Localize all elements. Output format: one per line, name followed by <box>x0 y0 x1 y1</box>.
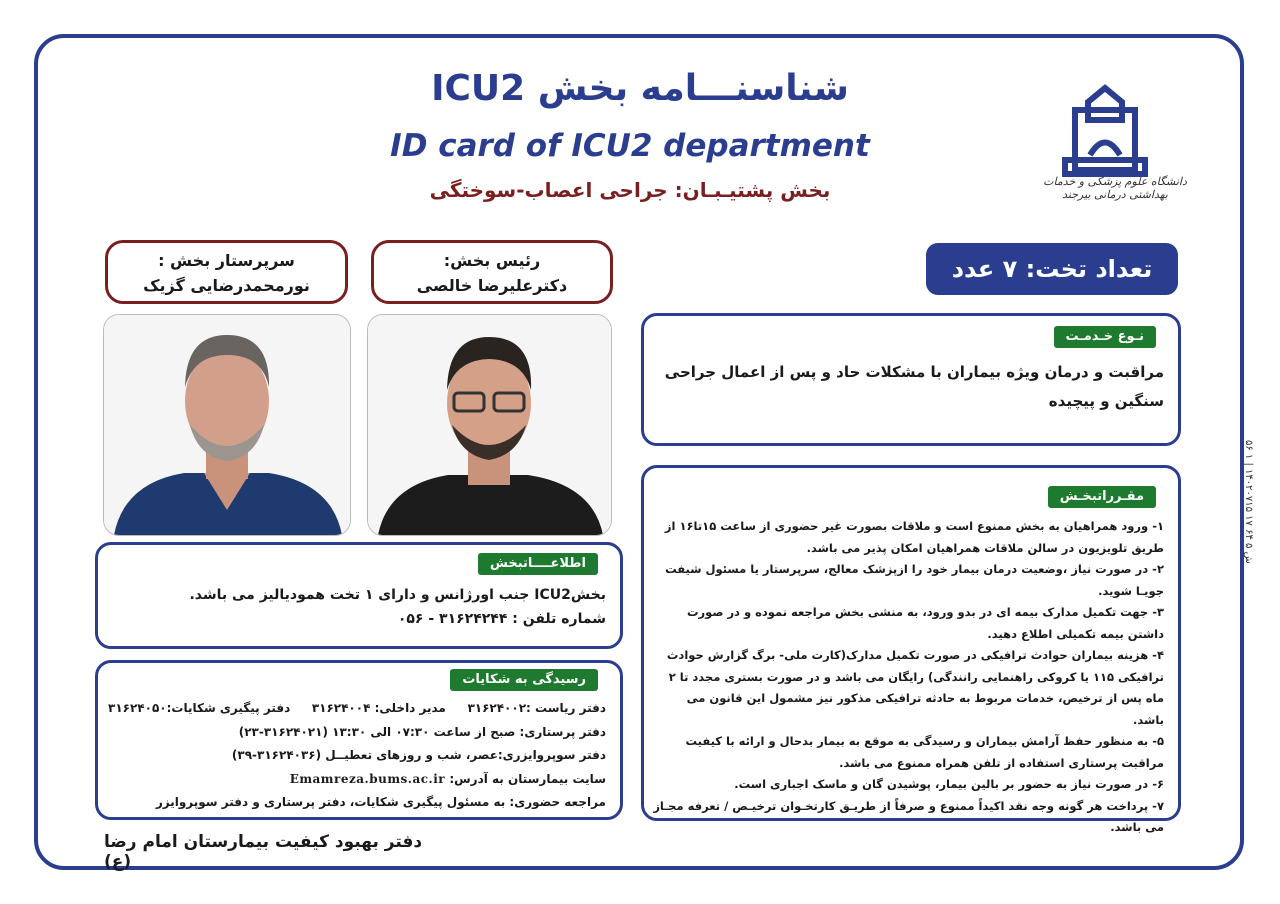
in-person-visit: مراجعه حضوری: به مسئول پیگیری شکایات، دفتر پرستاری و دفتر سوپروایزر <box>155 795 606 809</box>
footer-quality-office: دفتر بهبود کیفیت بیمارستان امام رضا (ع) <box>104 832 423 872</box>
rules-list <box>652 516 1164 839</box>
website-link[interactable]: Emamreza.bums.ac.ir <box>289 771 446 786</box>
internal-manager-phone: مدیر داخلی: ۳۱۶۲۴۰۰۴ <box>311 701 446 715</box>
head-nurse-label: سرپرستار بخش : <box>158 251 295 270</box>
head-of-department-label: رئیس بخش: <box>443 251 541 270</box>
head-nurse-photo <box>103 314 351 536</box>
title-persian: شناسنـــامه بخش ICU2 <box>431 68 849 109</box>
department-phone: شماره تلفن : ۳۱۶۲۴۲۴۴ - ۰۵۶ <box>397 611 606 627</box>
supervision-office: دفتر سوپروایزری:عصر، شب و روزهای تعطیــل (۳۱۶۲۴۰۳۶-۳۹) <box>231 748 606 762</box>
university-name: دانشگاه علوم پزشکی و خدمات بهداشتی درمانی بیرجند <box>1043 175 1187 201</box>
rule-item: ۳- جهت تکمیل مدارک بیمه ای در بدو ورود، به منشی بخش مراجعه نموده و در صورت داشتن بیمه تکمیلی اطلاع دهید. <box>686 605 1164 641</box>
department-info-tag: اطلاعــــاتبخش <box>478 553 598 575</box>
bed-count-badge: تعداد تخت: ۷ عدد <box>926 243 1178 295</box>
nursing-office: دفتر پرستاری: صبح از ساعت ۰۷:۳۰ الی ۱۳:۳۰ (۳۱۶۲۴۰۲۱-۲۳) <box>238 724 606 739</box>
office-phone: دفتر ریاست :۳۱۶۲۴۰۰۲ <box>467 701 606 715</box>
department-info-card <box>95 542 623 649</box>
rule-item: ۴- هزینه بیماران حوادث ترافیکی در صورت تکمیل مدارک(کارت ملی- برگ گزارش حوادث ترافیکی ۱۱۵ یا کروکی راهنمایی رانندگی) رایگان می باشد و در صورت بستری مجدد تا ۲ ماه پس از ترخیص، خدمات مربوط به حادثه ترافیکی مذکور نیز مشمول این قانون می باشد. <box>666 648 1164 727</box>
department-rules-card <box>641 465 1181 834</box>
complaints-card <box>95 660 623 820</box>
complaints-tag: رسیدگی به شکایات <box>450 669 598 691</box>
rule-item: ۷- پرداخت هر گونه وجه نقد اکیداً ممنوع و صرفاً از طریـق کارتخـوان ترخیـص / تعرفه مجـاز می باشد. <box>653 798 1164 834</box>
head-of-department-photo <box>367 314 612 536</box>
department-info-text <box>112 583 606 631</box>
website-label: سایت بیمارستان به آدرس: <box>449 771 606 786</box>
rule-item: ۲- در صورت نیاز ،وضعیت درمان بیمار خود را ازپزشک معالج، سرپرستار یا مسئول شیفت جویـا شوید. <box>665 562 1164 598</box>
head-of-department-name: دکترعلیرضا خالصی <box>416 276 568 295</box>
head-nurse-name: نورمحمدرضایی گزیک <box>143 276 310 295</box>
department-info-line: بخشICU2 جنب اورژانس و دارای ۱ تخت همودیالیز می باشد. <box>189 587 606 603</box>
rule-item: ۵- به منظور حفظ آرامش بیماران و رسیدگی به موقع به بیمار بدحال و ارائه با کیفیت مراقبت پرستاری استفاده از تلفن همراه ممنوع می باشد. <box>685 734 1164 770</box>
department-rules-tag: مقـرراتبخـش <box>1048 486 1156 508</box>
rule-item: ۱- ورود همراهیان به بخش ممنوع است و ملاقات بصورت غیر حضوری از ساعت ۱۵تا۱۶ از طریق تلویزیون در سالن ملاقات همراهیان امکان پذیر می باشد. <box>664 519 1164 555</box>
complaints-office-phone: دفتر پیگیری شکایات:۳۱۶۲۴۰۵۰ <box>108 701 291 715</box>
title-english: ID card of ICU2 department <box>390 128 870 164</box>
rule-item: ۶- در صورت نیاز به حضور بر بالین بیمار، پوشیدن گان و ماسک اجباری است. <box>734 777 1164 791</box>
head-nurse-box <box>105 240 348 304</box>
side-note: ۵۶ ۱ | ۱۴۰۲۰۷۱۵ ۱۷ ۶۴ ۵ ش <box>1243 440 1254 564</box>
support-department: بخش پشتیـبـان: جراحی اعصاب-سوختگی <box>429 178 831 202</box>
service-type-card <box>641 313 1181 446</box>
head-of-department-box <box>371 240 613 304</box>
complaints-text <box>108 697 606 815</box>
person-icon <box>104 315 350 535</box>
service-type-tag: نـوع خـدمـت <box>1054 326 1156 348</box>
complaints-phones <box>108 697 606 721</box>
website-line <box>108 768 606 792</box>
person-icon <box>368 315 611 535</box>
service-type-text: مراقبت و درمان ویژه بیماران با مشکلات حاد و پس از اعمال جراحی سنگین و پیچیده <box>664 363 1164 410</box>
